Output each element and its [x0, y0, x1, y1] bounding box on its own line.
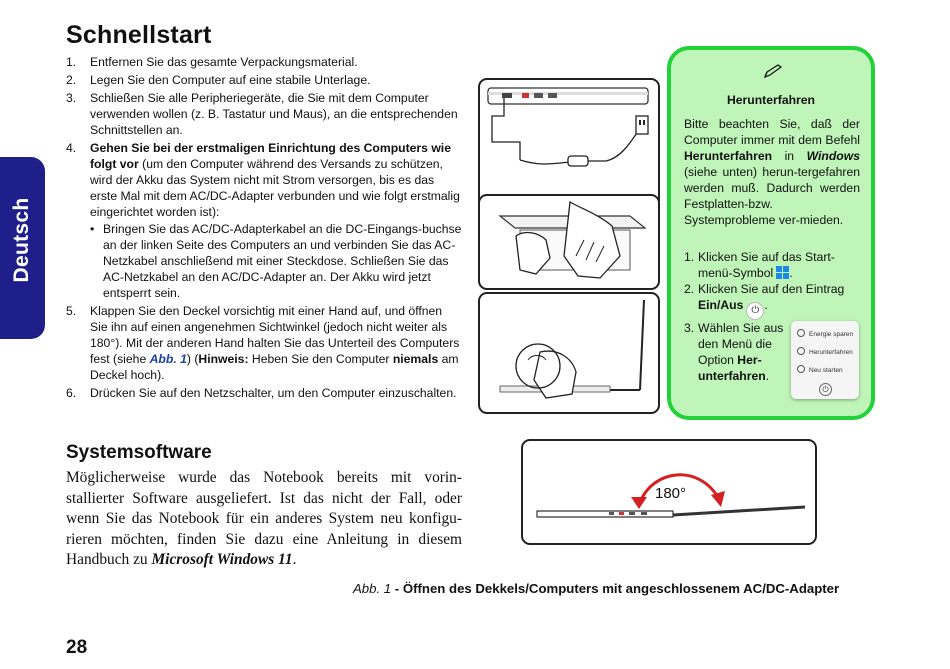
menu-item-label: Energie sparen	[809, 331, 854, 338]
note-step-number: 3.	[684, 321, 695, 335]
step-number: 2.	[66, 73, 77, 87]
menu-item-restart	[797, 365, 843, 374]
laptop-adapter-drawing	[480, 80, 658, 208]
note-step-end: .	[789, 266, 793, 280]
note-paragraph	[684, 116, 860, 228]
figure-reference-link[interactable]: Abb. 1	[149, 352, 187, 366]
power-button-icon: ⏻	[819, 383, 832, 396]
step-number: 1.	[66, 55, 77, 69]
product-name: Microsoft Windows 11	[151, 551, 293, 568]
systemsoftware-paragraph	[66, 468, 462, 571]
language-tab-label: Deutsch	[10, 197, 33, 283]
step-2	[66, 72, 462, 88]
power-menu-screenshot	[791, 321, 859, 399]
language-tab	[0, 157, 45, 339]
step-text: Heben Sie den Computer	[248, 352, 393, 366]
step-number: 4.	[66, 141, 77, 155]
note-step-2	[684, 281, 864, 320]
note-title: Herunterfahren	[726, 93, 816, 107]
step-text: Drücken Sie auf den Netzschalter, um den Computer einzuschalten.	[90, 386, 457, 400]
note-text: Bitte beachten Sie, daß der Computer immer mit dem Befehl	[684, 117, 860, 147]
note-step-1	[684, 249, 864, 281]
caption-text: - Öffnen des Dekkels/Computers mit angeschlossenem AC/DC-Adapter	[391, 581, 840, 596]
hint-label: Hinweis:	[198, 352, 249, 366]
side-view-drawing	[480, 294, 658, 412]
page-title: Schnellstart	[66, 21, 212, 49]
note-step-text: Klicken Sie auf den Eintrag	[698, 282, 845, 296]
note-step-text: Klicken Sie auf das Start-menü-Symbol	[698, 250, 835, 280]
step-1	[66, 54, 462, 70]
menu-item-label: Herunterfahren	[809, 349, 853, 356]
menu-item-sleep	[797, 329, 853, 338]
step-number: 5.	[66, 304, 77, 318]
step-text: Klappen Sie den Deckel vorsichtig mit einer Hand auf, und öffnen Sie ihn auf einen angenehmen Sichtwinkel (jedoch nicht weiter als 180°). Mit der anderen Hand halten Sie das Unterteil des Computers fest (siehe	[90, 304, 460, 366]
note-step-number: 2.	[684, 282, 695, 296]
windows-start-icon	[776, 266, 789, 279]
paragraph-text: .	[292, 551, 297, 568]
quickstart-steps	[66, 54, 462, 403]
note-text: in	[772, 149, 807, 163]
angle-label: 180°	[655, 485, 687, 502]
section-title-systemsoftware: Systemsoftware	[66, 442, 212, 463]
bullet-icon: •	[90, 222, 95, 236]
note-step-text: Wählen Sie aus den Menü die Option	[698, 321, 784, 367]
sleep-icon	[797, 329, 805, 337]
paragraph-text: Möglicherweise wurde das Notebook bereits mit vorin-stallierter Software ausgeliefert. Ist das nicht der Fall, oder wenn Sie das Notebook für ein anderes System neu konfigu-rieren möchten, finden Sie dazu eine Anleitung in diesem Handbuch zu	[66, 469, 462, 568]
note-text: (siehe unten) herun-tergefahren werden muß. Dadurch werden Festplatten-bzw. Systemprobleme ver-mieden.	[684, 165, 860, 227]
page-number: 28	[66, 637, 88, 658]
step-6	[66, 385, 462, 401]
note-bold: Herunterfahren	[684, 149, 773, 163]
power-icon: ⏻	[746, 302, 764, 320]
note-step-end: .	[765, 369, 770, 383]
step-3	[66, 90, 462, 138]
note-windows: Windows	[806, 149, 860, 163]
note-step-number: 1.	[684, 250, 695, 264]
substep-text: Bringen Sie das AC/DC-Adapterkabel an die DC-Eingangs-buchse an der linken Seite des Computers an und verbinden Sie das AC-Netzkabel anschließend mit einer Steckdose. Schließen Sie das AC-Netzkabel an den AC/DC-Adapter an. Der Akku wird jetzt entsperrt sein.	[103, 222, 462, 300]
step-number: 6.	[66, 386, 77, 400]
restart-icon	[797, 365, 805, 373]
step-bold-text: Gehen Sie bei der erstmaligen Einrichtung des Computers wie folgt vor	[90, 141, 451, 171]
emphasis-never: niemals	[392, 352, 439, 366]
menu-item-label: Neu starten	[809, 367, 843, 374]
note-box-shutdown	[667, 46, 875, 420]
illustration-180-degree	[521, 439, 817, 545]
step-4	[66, 140, 462, 301]
step-number: 3.	[66, 91, 77, 105]
illustration-hold-base	[478, 292, 660, 414]
step-text: (um den Computer während des Versands zu schützen, wird der Akku das System nicht mit Strom versorgen, bis es das erste Mal mit dem AC/DC-Adapter verbunden und wie folgt erstmalig eingerichtet worden ist):	[90, 157, 460, 219]
menu-item-shutdown	[797, 347, 853, 356]
note-step-end: .	[764, 298, 768, 312]
step-text: Legen Sie den Computer auf eine stabile Unterlage.	[90, 73, 371, 87]
step-text: am Deckel hoch).	[90, 352, 459, 382]
step-text: Schließen Sie alle Peripheriegeräte, die Sie mit dem Computer verwenden wollen (z. B. Tastatur und Maus), an die entsprechenden Schnittstellen an.	[90, 91, 458, 137]
figure-caption	[353, 581, 839, 596]
illustration-open-lid	[478, 194, 660, 290]
pen-icon	[763, 63, 783, 79]
step-5	[66, 303, 462, 383]
note-step-bold: Her-unterfahren	[698, 353, 766, 383]
power-icon	[797, 347, 805, 355]
note-step-bold: Ein/Aus	[698, 298, 744, 312]
step-text: Entfernen Sie das gesamte Verpackungsmaterial.	[90, 55, 358, 69]
hands-opening-drawing	[480, 196, 658, 288]
step-text: ) (	[186, 352, 199, 366]
caption-reference: Abb. 1	[353, 581, 392, 596]
illustration-adapter-connection	[478, 78, 660, 210]
step-4-substep	[90, 221, 462, 301]
note-step-3	[684, 320, 794, 384]
